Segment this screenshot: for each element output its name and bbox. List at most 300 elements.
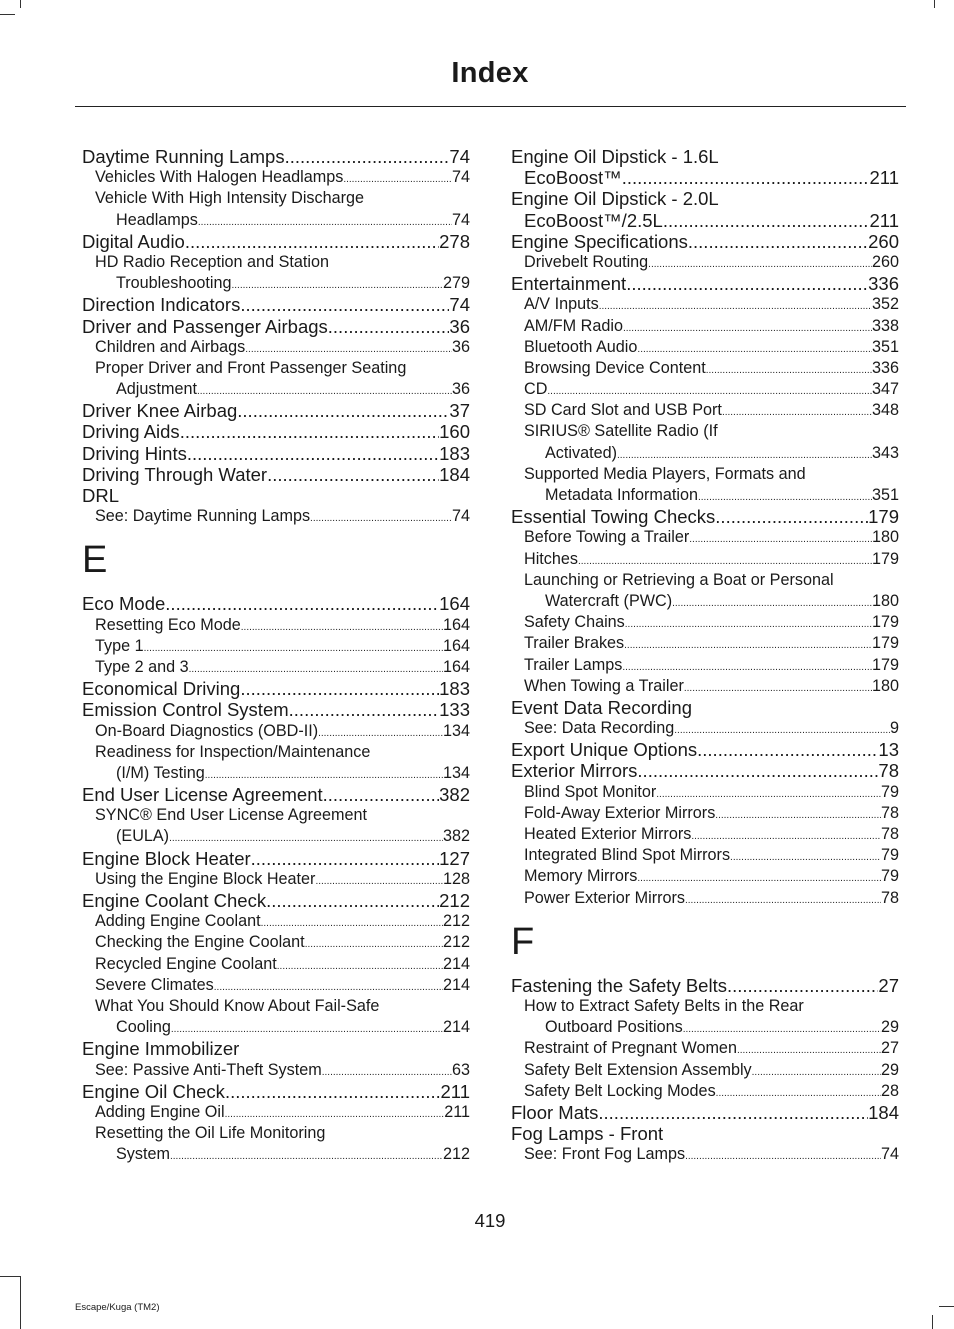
entry-label: How to Extract Safety Belts in the Rear	[524, 996, 804, 1015]
index-subentry	[82, 167, 470, 188]
index-subentry	[82, 188, 470, 209]
index-subentry	[82, 826, 470, 847]
leader-dots	[672, 593, 872, 614]
index-subentry	[511, 996, 899, 1017]
entry-page-number: 79	[880, 867, 899, 886]
entry-label: Resetting Eco Mode	[95, 615, 241, 634]
entry-label: EcoBoost™	[524, 167, 622, 189]
entry-label: Power Exterior Mirrors	[524, 888, 685, 907]
index-entry	[511, 167, 899, 188]
entry-page-number: 127	[439, 847, 470, 869]
leader-dots	[232, 275, 443, 296]
leader-dots	[277, 956, 443, 977]
entry-page-number: 211	[869, 167, 899, 189]
leader-dots	[225, 1104, 445, 1125]
entry-label: Adding Engine Coolant	[95, 912, 261, 931]
entry-page-number: 78	[880, 803, 899, 822]
index-subentry	[511, 549, 899, 570]
index-entry	[82, 699, 470, 720]
entry-label: Trailer Brakes	[524, 634, 625, 653]
entry-label: Blind Spot Monitor	[524, 782, 657, 801]
leader-dots	[637, 868, 881, 889]
index-subentry	[511, 1038, 899, 1059]
index-subentry	[82, 911, 470, 932]
entry-label: Trailer Lamps	[524, 655, 623, 674]
entry-page-number: 13	[878, 739, 899, 761]
leader-dots	[730, 847, 881, 868]
entry-page-number: 28	[880, 1081, 899, 1100]
leader-dots	[656, 784, 881, 805]
index-subentry	[82, 1017, 470, 1038]
entry-page-number: 211	[440, 1080, 470, 1102]
leader-dots	[752, 1062, 881, 1083]
entry-label: On-Board Diagnostics (OBD-II)	[95, 721, 319, 740]
index-subentry	[82, 615, 470, 636]
entry-label: When Towing a Trailer	[524, 676, 684, 695]
entry-label: Digital Audio	[82, 230, 185, 252]
index-subentry	[511, 316, 899, 337]
entry-page-number: 180	[871, 676, 899, 695]
leader-dots	[624, 635, 872, 656]
index-subentry	[511, 400, 899, 421]
index-subentry	[511, 633, 899, 654]
entry-label: Before Towing a Trailer	[524, 528, 690, 547]
index-subentry	[82, 805, 470, 826]
index-subentry	[82, 358, 470, 379]
entry-label: Engine Block Heater	[82, 847, 251, 869]
index-subentry	[511, 527, 899, 548]
index-subentry	[82, 506, 470, 527]
index-subentry	[82, 742, 470, 763]
index-subentry	[511, 570, 899, 591]
leader-dots	[189, 659, 443, 680]
index-subentry	[82, 252, 470, 273]
leader-dots	[315, 871, 443, 892]
entry-page-number: 164	[442, 657, 470, 676]
entry-page-number: 74	[880, 1145, 899, 1164]
index-subentry	[82, 1123, 470, 1144]
index-subentry	[511, 421, 899, 442]
leader-dots	[240, 294, 449, 315]
entry-label: (EULA)	[116, 827, 170, 846]
leader-dots	[706, 360, 872, 381]
entry-label: Type 2 and 3	[95, 657, 189, 676]
index-entry	[511, 1102, 899, 1123]
page-title: Index	[451, 57, 529, 89]
entry-page-number: 184	[868, 1101, 899, 1123]
entry-label: System	[116, 1145, 170, 1164]
leader-dots	[318, 723, 443, 744]
leader-dots	[637, 760, 878, 781]
index-entry	[82, 400, 470, 421]
index-subentry	[82, 996, 470, 1017]
index-entry	[511, 739, 899, 760]
leader-dots	[698, 487, 872, 508]
leader-dots	[685, 1146, 881, 1167]
index-subentry	[511, 782, 899, 803]
entry-label: Daytime Running Lamps	[82, 146, 285, 167]
leader-dots	[684, 678, 872, 699]
entry-label: Driver and Passenger Airbags	[82, 315, 328, 337]
leader-dots	[289, 699, 439, 720]
entry-page-number: 351	[871, 337, 899, 356]
entry-label: Recycled Engine Coolant	[95, 954, 277, 973]
index-entry	[82, 678, 470, 699]
index-entry	[511, 273, 899, 294]
entry-page-number: 79	[880, 782, 899, 801]
leader-dots	[187, 443, 439, 464]
leader-dots	[144, 638, 443, 659]
entry-label: Proper Driver and Front Passenger Seating	[95, 358, 407, 377]
index-subentry	[82, 379, 470, 400]
index-subentry	[511, 803, 899, 824]
entry-label: Direction Indicators	[82, 294, 241, 316]
index-entry	[82, 890, 470, 911]
entry-page-number: 179	[871, 634, 899, 653]
leader-dots	[185, 231, 439, 252]
entry-label: Hitches	[524, 549, 578, 568]
index-entry	[511, 188, 899, 209]
entry-page-number: 347	[871, 380, 899, 399]
leader-dots	[251, 848, 439, 869]
entry-label: Engine Oil Dipstick - 2.0L	[511, 188, 719, 210]
entry-page-number: 336	[871, 358, 899, 377]
leader-dots	[266, 890, 439, 911]
leader-dots	[691, 826, 881, 847]
entry-page-number: 179	[871, 655, 899, 674]
entry-label: SD Card Slot and USB Port	[524, 401, 722, 420]
index-subentry	[82, 657, 470, 678]
leader-dots	[715, 506, 868, 527]
entry-label: Children and Airbags	[95, 337, 246, 356]
leader-dots	[547, 381, 872, 402]
leader-dots	[623, 318, 872, 339]
footer-model-label: Escape/Kuga (TM2)	[75, 1302, 160, 1313]
entry-label: Headlamps	[116, 210, 198, 229]
entry-label: Eco Mode	[82, 593, 166, 615]
leader-dots	[225, 1081, 441, 1102]
entry-page-number: 336	[868, 273, 899, 295]
leader-dots	[622, 167, 870, 188]
index-subentry	[511, 1081, 899, 1102]
entry-page-number: 79	[880, 846, 899, 865]
entry-page-number: 36	[451, 380, 470, 399]
index-subentry	[511, 718, 899, 739]
entry-page-number: 212	[439, 890, 470, 911]
leader-dots	[245, 339, 452, 360]
leader-dots	[578, 551, 872, 572]
leader-dots	[722, 402, 872, 423]
leader-dots	[240, 678, 439, 699]
entry-label: See: Front Fog Lamps	[524, 1145, 686, 1164]
entry-label: EcoBoost™/2.5L	[524, 209, 663, 231]
leader-dots	[648, 254, 872, 275]
leader-dots	[241, 617, 443, 638]
entry-label: Using the Engine Block Heater	[95, 869, 316, 888]
entry-label: Drivebelt Routing	[524, 252, 649, 271]
entry-label: SIRIUS® Satellite Radio (If	[524, 422, 718, 441]
entry-label: Driving Aids	[82, 421, 180, 443]
entry-page-number: 260	[871, 252, 899, 271]
leader-dots	[622, 657, 872, 678]
leader-dots	[197, 381, 452, 402]
entry-page-number: 279	[442, 274, 470, 293]
section-letter: E	[82, 539, 108, 582]
entry-label: Launching or Retrieving a Boat or Personal	[524, 570, 834, 589]
entry-page-number: 133	[439, 699, 470, 721]
leader-dots	[285, 146, 450, 167]
index-subentry	[82, 932, 470, 953]
entry-label: End User License Agreement	[82, 784, 323, 806]
leader-dots	[617, 445, 872, 466]
entry-label: Vehicles With Halogen Headlamps	[95, 168, 344, 187]
index-entry	[511, 210, 899, 231]
index-subentry	[511, 358, 899, 379]
entry-label: Safety Chains	[524, 613, 625, 632]
entry-page-number: 74	[451, 168, 470, 187]
index-subentry	[511, 676, 899, 697]
index-entry	[82, 231, 470, 252]
entry-label: Engine Oil Dipstick - 1.6L	[511, 146, 719, 167]
entry-label: Severe Climates	[95, 975, 214, 994]
index-column-right	[511, 146, 899, 1165]
entry-label: Resetting the Oil Life Monitoring	[95, 1124, 326, 1143]
title-divider	[75, 106, 906, 107]
entry-label: Essential Towing Checks	[511, 506, 716, 528]
entry-page-number: 74	[449, 294, 470, 316]
entry-page-number: 348	[871, 401, 899, 420]
leader-dots	[683, 1019, 881, 1040]
entry-label: Emission Control System	[82, 699, 289, 721]
leader-dots	[310, 508, 452, 529]
entry-page-number: 212	[442, 912, 470, 931]
entry-page-number: 211	[869, 209, 899, 231]
entry-label: (I/M) Testing	[116, 763, 205, 782]
entry-page-number: 27	[880, 1039, 899, 1058]
entry-label: See: Data Recording	[524, 719, 675, 738]
index-subentry	[511, 443, 899, 464]
index-subentry	[82, 636, 470, 657]
leader-dots	[170, 1146, 443, 1167]
leader-dots	[267, 464, 439, 485]
index-subentry	[82, 763, 470, 784]
entry-label: Adjustment	[116, 380, 197, 399]
entry-label: Adding Engine Oil	[95, 1102, 225, 1121]
entry-page-number: 29	[880, 1018, 899, 1037]
leader-dots	[715, 805, 881, 826]
index-subentry	[82, 869, 470, 890]
entry-page-number: 63	[451, 1060, 470, 1079]
entry-label: Outboard Positions	[545, 1018, 683, 1037]
index-entry	[82, 1038, 470, 1059]
index-subentry	[511, 824, 899, 845]
leader-dots	[688, 231, 868, 252]
entry-label: Event Data Recording	[511, 696, 692, 718]
index-subentry	[82, 975, 470, 996]
index-entry	[511, 697, 899, 718]
entry-page-number: 214	[442, 954, 470, 973]
entry-label: SYNC® End User License Agreement	[95, 806, 367, 825]
entry-label: Vehicle With High Intensity Discharge	[95, 189, 365, 208]
entry-page-number: 183	[439, 678, 470, 700]
entry-label: Fog Lamps - Front	[511, 1123, 664, 1145]
entry-label: CD	[524, 380, 548, 399]
entry-page-number: 74	[449, 146, 470, 167]
entry-label: HD Radio Reception and Station	[95, 252, 329, 271]
entry-page-number: 212	[442, 933, 470, 952]
index-subentry	[511, 591, 899, 612]
entry-label: Exterior Mirrors	[511, 760, 638, 782]
entry-page-number: 134	[442, 763, 470, 782]
index-subentry	[82, 1060, 470, 1081]
entry-label: See: Daytime Running Lamps	[95, 507, 311, 526]
entry-label: Floor Mats	[511, 1101, 599, 1123]
entry-label: Driving Through Water	[82, 463, 268, 485]
entry-label: Bluetooth Audio	[524, 337, 638, 356]
entry-label: Engine Oil Check	[82, 1080, 225, 1102]
entry-page-number: 180	[871, 591, 899, 610]
entry-label: Driver Knee Airbag	[82, 400, 238, 422]
leader-dots	[214, 977, 443, 998]
entry-page-number: 164	[442, 636, 470, 655]
entry-label: Supported Media Players, Formats and	[524, 464, 806, 483]
index-subentry	[511, 294, 899, 315]
index-entry	[82, 146, 470, 167]
entry-label: Safety Belt Extension Assembly	[524, 1060, 752, 1079]
index-entry	[511, 760, 899, 781]
leader-dots	[626, 273, 868, 294]
index-subentry	[511, 337, 899, 358]
entry-page-number: 211	[444, 1102, 470, 1121]
index-entry	[82, 784, 470, 805]
index-subentry	[511, 655, 899, 676]
leader-dots	[198, 212, 452, 233]
index-entry	[82, 294, 470, 315]
entry-page-number: 134	[442, 721, 470, 740]
entry-page-number: 36	[451, 337, 470, 356]
entry-page-number: 180	[871, 528, 899, 547]
leader-dots	[323, 784, 439, 805]
leader-dots	[637, 339, 872, 360]
entry-label: Checking the Engine Coolant	[95, 933, 305, 952]
leader-dots	[305, 934, 443, 955]
index-entry	[82, 1081, 470, 1102]
entry-label: Engine Immobilizer	[82, 1038, 240, 1060]
leader-dots	[689, 529, 872, 550]
index-subentry	[511, 612, 899, 633]
leader-dots	[663, 210, 870, 231]
index-entry	[82, 848, 470, 869]
entry-page-number: 37	[449, 400, 470, 422]
index-entry	[82, 443, 470, 464]
leader-dots	[171, 1019, 443, 1040]
entry-label: Fold-Away Exterior Mirrors	[524, 803, 716, 822]
entry-page-number: 9	[889, 719, 899, 738]
leader-dots	[205, 765, 443, 786]
leader-dots	[165, 593, 439, 614]
leader-dots	[261, 913, 443, 934]
leader-dots	[716, 1083, 881, 1104]
entry-page-number: 164	[439, 593, 470, 615]
entry-label: Activated)	[545, 443, 617, 462]
index-subentry	[82, 954, 470, 975]
entry-label: What You Should Know About Fail-Safe	[95, 996, 380, 1015]
index-entry	[82, 593, 470, 614]
entry-page-number: 27	[878, 974, 899, 996]
entry-page-number: 179	[871, 549, 899, 568]
entry-page-number: 128	[442, 869, 470, 888]
entry-label: Fastening the Safety Belts	[511, 974, 727, 996]
entry-label: Browsing Device Content	[524, 358, 706, 377]
leader-dots	[237, 400, 449, 421]
entry-page-number: 179	[868, 506, 899, 528]
index-subentry	[511, 1060, 899, 1081]
leader-dots	[343, 169, 452, 190]
index-subentry	[82, 337, 470, 358]
leader-dots	[625, 614, 872, 635]
entry-label: See: Passive Anti-Theft System	[95, 1060, 322, 1079]
leader-dots	[180, 421, 439, 442]
entry-label: DRL	[82, 485, 120, 506]
index-entry	[511, 975, 899, 996]
index-subentry	[511, 485, 899, 506]
entry-page-number: 74	[451, 507, 470, 526]
entry-label: Economical Driving	[82, 678, 241, 700]
index-subentry	[82, 1144, 470, 1165]
index-subentry	[511, 1017, 899, 1038]
entry-label: Driving Hints	[82, 442, 187, 464]
entry-page-number: 278	[439, 230, 470, 252]
index-entry	[82, 421, 470, 442]
entry-label: Readiness for Inspection/Maintenance	[95, 742, 371, 761]
index-subentry	[82, 273, 470, 294]
index-subentry	[82, 721, 470, 742]
leader-dots	[169, 828, 443, 849]
index-entry	[82, 464, 470, 485]
index-subentry	[511, 1144, 899, 1165]
page-number: 419	[474, 1210, 506, 1231]
leader-dots	[697, 739, 878, 760]
entry-page-number: 160	[439, 421, 470, 443]
entry-page-number: 352	[871, 295, 899, 314]
entry-label: A/V Inputs	[524, 295, 599, 314]
index-entry	[82, 316, 470, 337]
entry-page-number: 184	[439, 463, 470, 485]
entry-label: Entertainment	[511, 273, 627, 295]
entry-label: Watercraft (PWC)	[545, 591, 673, 610]
entry-label: Safety Belt Locking Modes	[524, 1081, 716, 1100]
entry-page-number: 179	[871, 613, 899, 632]
index-subentry	[82, 210, 470, 231]
index-entry	[82, 485, 470, 506]
leader-dots	[685, 890, 881, 911]
entry-page-number: 260	[868, 230, 899, 252]
entry-label: Cooling	[116, 1018, 171, 1037]
entry-page-number: 382	[439, 784, 470, 806]
entry-page-number: 36	[449, 315, 470, 337]
leader-dots	[598, 1102, 868, 1123]
entry-page-number: 183	[439, 442, 470, 464]
entry-page-number: 74	[451, 210, 470, 229]
index-column-left	[82, 146, 470, 1165]
index-entry	[511, 506, 899, 527]
entry-page-number: 78	[880, 888, 899, 907]
index-subentry	[511, 888, 899, 909]
index-entry	[511, 146, 899, 167]
entry-label: Restraint of Pregnant Women	[524, 1039, 737, 1058]
index-subentry	[511, 379, 899, 400]
entry-label: Engine Specifications	[511, 230, 688, 252]
